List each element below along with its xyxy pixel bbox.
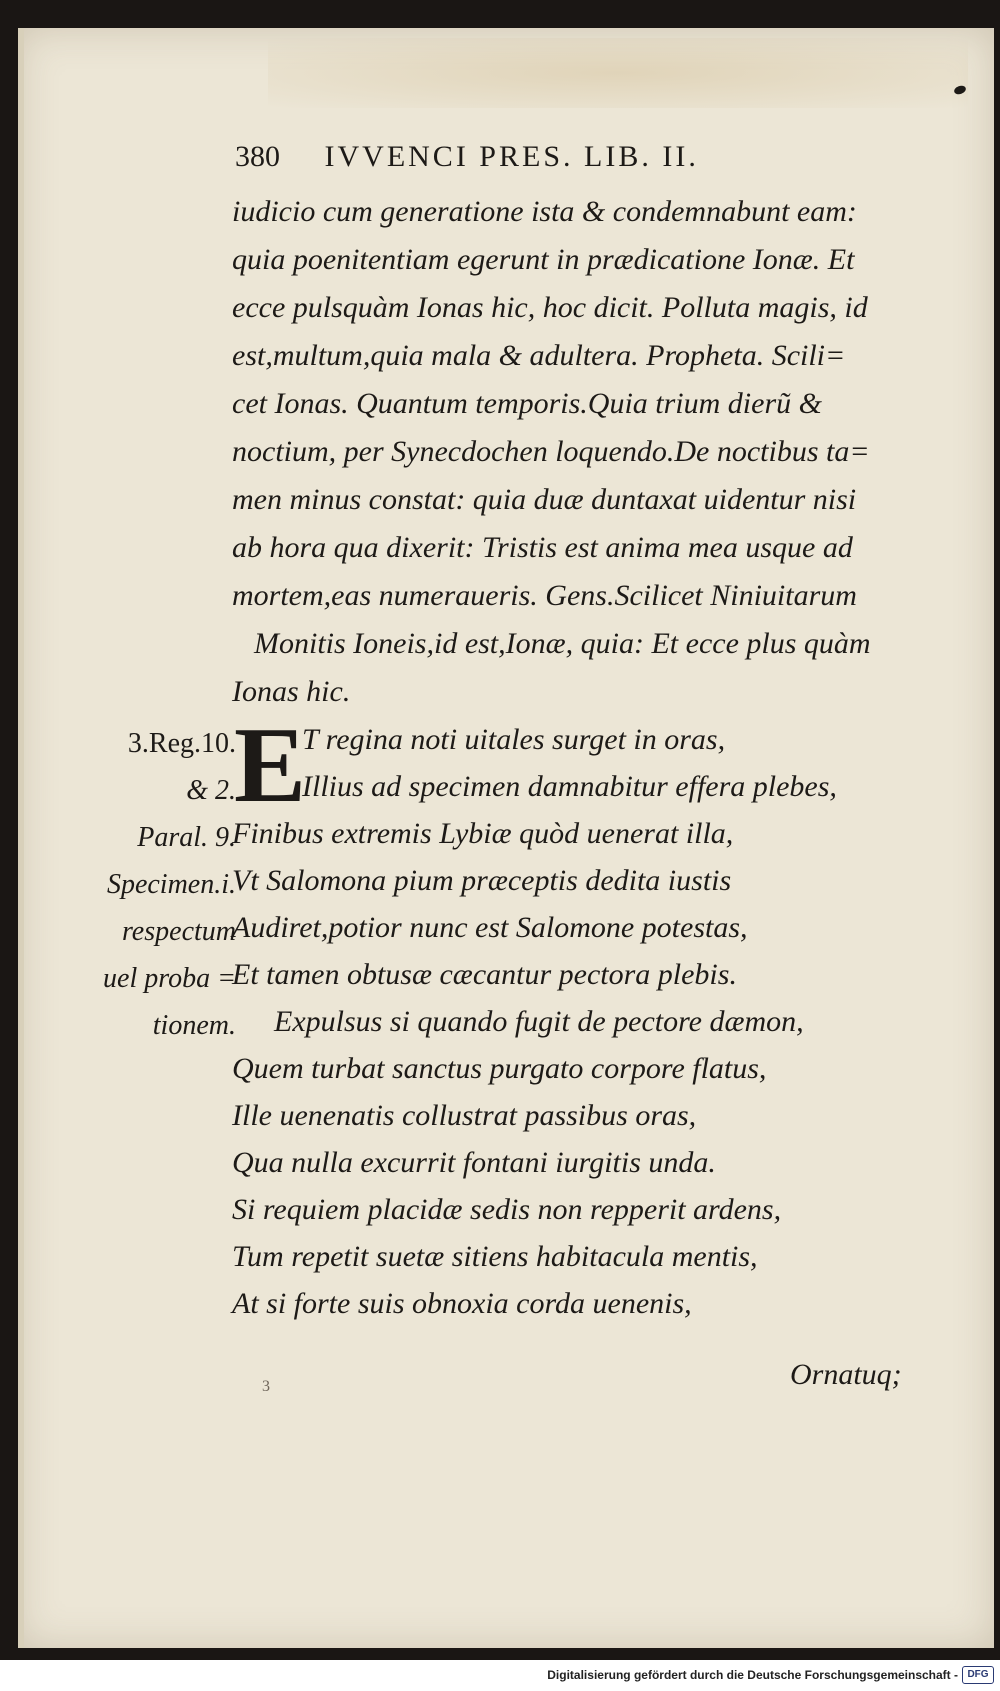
running-header: [235, 140, 935, 184]
margin-notes: [60, 720, 236, 1049]
signature-mark: 3: [262, 1378, 270, 1395]
commentary-line: Monitis Ioneis,id est,Ionæ, quia: Et ecce plus quàm: [254, 627, 871, 660]
verse-block: [232, 706, 962, 1327]
verse-line: At si forte suis obnoxia corda uenenis,: [232, 1287, 692, 1320]
commentary-block: [232, 188, 962, 716]
footer-bar: [0, 1660, 1000, 1691]
page-number: 380: [235, 140, 280, 173]
verse-line: Expulsus si quando fugit de pectore dæmon,: [274, 1005, 804, 1038]
margin-note: uel proba =: [103, 963, 236, 994]
commentary-line: Ionas hic.: [232, 675, 351, 708]
verse-line: Finibus extremis Lybiæ quòd uenerat illa,: [232, 817, 734, 850]
commentary-line: ab hora qua dixerit: Tristis est anima mea usque ad: [232, 531, 853, 564]
verse-line: T regina noti uitales surget in oras,: [302, 723, 726, 756]
commentary-line: noctium, per Synecdochen loquendo.De noctibus ta=: [232, 435, 870, 468]
margin-note: Specimen.i.: [106, 869, 236, 900]
catchword: Ornatuq;: [790, 1358, 902, 1391]
commentary-line: ecce pulsquàm Ionas hic, hoc dicit. Polluta magis, id: [232, 291, 868, 324]
commentary-line: cet Ionas. Quantum temporis.Quia trium dierũ &: [232, 387, 822, 420]
verse-line: Tum repetit suetæ sitiens habitacula mentis,: [232, 1240, 758, 1273]
page-edge: [18, 28, 24, 1648]
margin-note: & 2.: [186, 775, 236, 806]
verse-line: Et tamen obtusæ cæcantur pectora plebis.: [232, 958, 737, 991]
commentary-line: quia poenitentiam egerunt in prædicatione Ionæ. Et: [232, 243, 855, 276]
funding-credit: Digitalisierung gefördert durch die Deutsche Forschungsgemeinschaft -: [547, 1668, 958, 1682]
verse-line: Vt Salomona pium præceptis dedita iustis: [232, 864, 732, 897]
verse-line: Ille uenenatis collustrat passibus oras,: [232, 1099, 697, 1132]
verse-line: Qua nulla excurrit fontani iurgitis unda.: [232, 1146, 716, 1179]
verse-line: Quem turbat sanctus purgato corpore flatus,: [232, 1052, 767, 1085]
commentary-line: est,multum,quia mala & adultera. Propheta. Scili=: [232, 339, 846, 372]
verse-line: Audiret,potior nunc est Salomone potestas,: [232, 911, 748, 944]
decorated-initial: E: [234, 706, 307, 825]
paper-stain: [268, 38, 968, 108]
margin-note: 3.Reg.10.: [127, 728, 236, 759]
margin-note: tionem.: [152, 1010, 236, 1041]
dfg-logo: DFG: [962, 1666, 994, 1684]
margin-note: respectum: [121, 916, 236, 947]
commentary-line: men minus constat: quia duæ duntaxat uidentur nisi: [232, 483, 857, 516]
verse-line: Illius ad specimen damnabitur effera plebes,: [302, 770, 837, 803]
commentary-line: mortem,eas numeraueris. Gens.Scilicet Niniuitarum: [232, 579, 857, 612]
verse-line: Si requiem placidæ sedis non repperit ardens,: [232, 1193, 782, 1226]
running-head-title: IVVENCI PRES. LIB. II.: [324, 140, 699, 173]
commentary-line: iudicio cum generatione ista & condemnabunt eam:: [232, 195, 857, 228]
margin-note: Paral. 9.: [137, 822, 236, 853]
